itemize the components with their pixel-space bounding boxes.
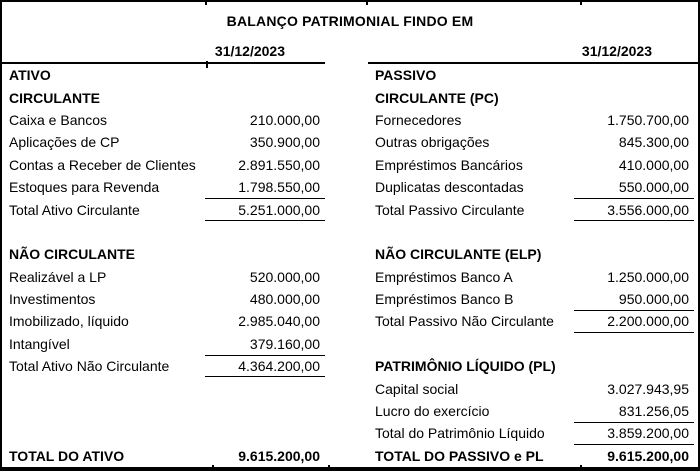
row-label: TOTAL DO PASSIVO e PL: [375, 447, 544, 464]
balance-row: [2, 266, 325, 288]
liabilities-column: [368, 64, 698, 467]
balance-row: [2, 422, 325, 444]
balance-row: [368, 176, 698, 198]
row-value: 9.615.200,00: [607, 447, 689, 464]
gridline-tick: [580, 465, 582, 469]
balance-row: [368, 109, 698, 131]
balance-row: [368, 377, 698, 399]
balance-row: [2, 86, 325, 108]
balance-row: [2, 198, 325, 220]
gridline-tick: [366, 1, 368, 5]
row-value: [574, 333, 694, 355]
column-gap: [325, 64, 368, 467]
row-value: 1.250.000,00: [607, 268, 689, 285]
row-label: Realizável a LP: [9, 268, 107, 285]
row-value: [574, 221, 694, 243]
row-label: Caixa e Bancos: [9, 111, 108, 128]
balance-row: [368, 310, 698, 332]
row-value: 210.000,00: [249, 111, 320, 128]
row-value: [574, 64, 694, 86]
gridline-tick: [328, 465, 330, 469]
balance-row: [368, 154, 698, 176]
row-value: 550.000,00: [618, 179, 689, 196]
row-label: [368, 333, 574, 355]
row-value: 410.000,00: [618, 156, 689, 173]
assets-column: [2, 64, 325, 467]
row-label: Empréstimos Banco B: [375, 291, 514, 308]
row-label: Total do Patrimônio Líquido: [375, 425, 545, 442]
balance-row: [368, 266, 698, 288]
row-value: [574, 355, 694, 377]
row-label: Total Ativo Não Circulante: [9, 358, 170, 375]
row-value: 350.900,00: [249, 134, 320, 151]
date-header-row: [2, 40, 698, 64]
row-value: [205, 422, 325, 444]
row-value: 950.000,00: [618, 291, 689, 308]
row-label: Outras obrigações: [375, 134, 490, 151]
row-label: Estoques para Revenda: [9, 179, 160, 196]
row-label: [368, 221, 574, 243]
row-label: Contas a Receber de Clientes: [9, 156, 196, 173]
row-value: 831.256,05: [618, 403, 689, 420]
gridline-tick: [580, 1, 582, 5]
row-value: [574, 86, 694, 108]
balance-row: [2, 176, 325, 198]
row-label: [2, 221, 205, 243]
gridline-tick: [206, 61, 208, 68]
row-value: [205, 221, 325, 243]
row-label: [2, 400, 205, 422]
column-gap: [325, 40, 368, 64]
row-label: CIRCULANTE (PC): [375, 89, 499, 106]
balance-row: [368, 288, 698, 310]
balance-row: [2, 131, 325, 153]
balance-row: [368, 86, 698, 108]
row-label: Capital social: [375, 380, 459, 397]
row-label: Intangível: [9, 335, 70, 352]
balance-row: [2, 310, 325, 332]
balance-row: [368, 422, 698, 444]
balance-row: [2, 154, 325, 176]
row-label: Fornecedores: [375, 111, 462, 128]
balance-row: [368, 221, 698, 243]
balance-row: [2, 288, 325, 310]
row-value: 1.798.550,00: [238, 179, 320, 196]
balance-row: [368, 333, 698, 355]
balance-row: [2, 64, 325, 86]
row-value: [205, 377, 325, 399]
row-value: 9.615.200,00: [238, 447, 320, 464]
row-value: 520.000,00: [249, 268, 320, 285]
balance-row: [368, 64, 698, 86]
row-label: CIRCULANTE: [9, 89, 100, 106]
row-value: [205, 400, 325, 422]
balance-row: [2, 445, 325, 467]
balance-row: [2, 243, 325, 265]
row-value: 4.364.200,00: [205, 355, 325, 377]
row-value: [205, 86, 325, 108]
row-label: Aplicações de CP: [9, 134, 120, 151]
row-label: [2, 377, 205, 399]
balance-row: [2, 377, 325, 399]
row-label: Total Passivo Não Circulante: [375, 313, 554, 330]
balance-row: [368, 355, 698, 377]
row-value: 379.160,00: [249, 335, 320, 352]
row-label: NÃO CIRCULANTE: [9, 246, 135, 263]
row-value: 5.251.000,00: [205, 198, 325, 220]
row-label: Empréstimos Bancários: [375, 156, 523, 173]
row-label: Total Passivo Circulante: [375, 201, 525, 218]
row-label: Empréstimos Banco A: [375, 268, 513, 285]
row-value: 3.027.943,95: [607, 380, 689, 397]
row-label: Duplicatas descontadas: [375, 179, 524, 196]
row-label: Investimentos: [9, 291, 96, 308]
balance-row: [368, 400, 698, 422]
row-label: Lucro do exercício: [375, 403, 490, 420]
row-value: 480.000,00: [249, 291, 320, 308]
row-value: 2.200.000,00: [574, 310, 694, 332]
row-value: 3.859.200,00: [574, 422, 694, 444]
row-label: Imobilizado, líquido: [9, 313, 129, 330]
balance-row: [2, 355, 325, 377]
row-value: [205, 64, 325, 86]
row-value: 1.750.700,00: [607, 111, 689, 128]
row-label: Total Ativo Circulante: [9, 201, 140, 218]
row-label: PASSIVO: [375, 67, 437, 84]
row-value: 2.985.040,00: [238, 313, 320, 330]
date-left: 31/12/2023: [2, 40, 325, 64]
sheet-body: [2, 64, 698, 467]
row-label: TOTAL DO ATIVO: [9, 447, 125, 464]
balance-row: [368, 243, 698, 265]
sheet-title: BALANÇO PATRIMONIAL FINDO EM: [226, 13, 474, 29]
balance-row: [2, 221, 325, 243]
balance-row: [368, 445, 698, 467]
date-right: 31/12/2023: [368, 40, 698, 64]
row-value: 2.891.550,00: [238, 156, 320, 173]
row-label: ATIVO: [9, 67, 51, 84]
row-value: 3.556.000,00: [574, 198, 694, 220]
balance-row: [368, 131, 698, 153]
row-value: [205, 243, 325, 265]
row-label: [2, 422, 205, 444]
row-label: PATRIMÔNIO LÍQUIDO (PL): [375, 358, 556, 375]
gridline-tick: [205, 1, 207, 5]
row-value: 845.300,00: [618, 134, 689, 151]
gridline-tick: [212, 465, 214, 469]
row-value: [574, 243, 694, 265]
balance-row: [2, 400, 325, 422]
balance-row: [2, 109, 325, 131]
balance-row: [368, 198, 698, 220]
balance-row: [2, 333, 325, 355]
row-label: NÃO CIRCULANTE (ELP): [375, 246, 542, 263]
